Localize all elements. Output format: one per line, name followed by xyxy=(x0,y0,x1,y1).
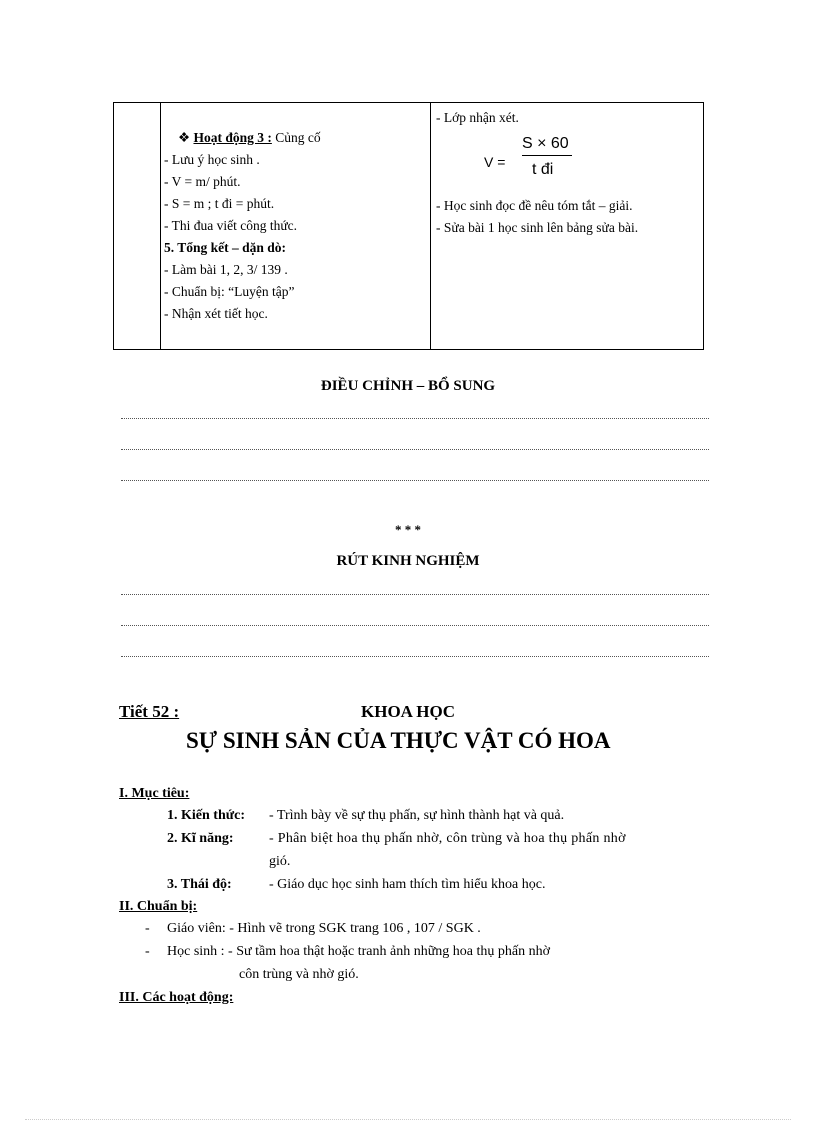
diamond-bullet-icon: ❖ xyxy=(178,130,191,145)
table-divider xyxy=(430,103,431,349)
list-item: - Học sinh đọc đề nêu tóm tắt – giải. xyxy=(436,198,633,213)
dotted-line xyxy=(121,592,709,595)
list-item: - Lưu ý học sinh . xyxy=(164,152,260,167)
list-item: - Nhận xét tiết học. xyxy=(164,306,268,321)
activity3-label: Hoạt động 3 : xyxy=(193,130,272,145)
preparation-heading: II. Chuẩn bị: xyxy=(119,899,198,914)
bullet-dash: - xyxy=(145,944,150,959)
objectives-heading: I. Mục tiêu: xyxy=(119,786,190,801)
lesson-subject: KHOA HỌC xyxy=(361,702,455,721)
adjust-title: ĐIỀU CHỈNH – BỔ SUNG xyxy=(320,378,496,394)
experience-title: RÚT KINH NGHIỆM xyxy=(336,553,480,569)
formula-denominator: t đi xyxy=(532,161,554,178)
activity3-text: Củng cố xyxy=(271,130,321,145)
activities-heading: III. Các hoạt động: xyxy=(119,990,234,1005)
dotted-line xyxy=(121,416,709,419)
velocity-formula xyxy=(436,133,701,195)
list-item: - Lớp nhận xét. xyxy=(436,110,519,125)
skill-text-cont: gió. xyxy=(269,854,291,869)
list-item: - Làm bài 1, 2, 3/ 139 . xyxy=(164,262,288,277)
student-prep-cont: côn trùng và nhờ gió. xyxy=(239,967,359,982)
formula-numerator: S × 60 xyxy=(522,135,569,152)
bullet-dash: - xyxy=(145,921,150,936)
attitude-label: 3. Thái độ: xyxy=(167,877,232,892)
formula-v: V = xyxy=(484,154,506,170)
student-prep: Học sinh : - Sư tầm hoa thật hoặc tranh ảnh những hoa thụ phấn nhờ xyxy=(167,944,551,959)
teacher-activity-column xyxy=(164,127,424,325)
fraction-bar xyxy=(522,155,572,156)
lesson-number: Tiết 52 : xyxy=(119,702,180,721)
list-item: - Thi đua viết công thức. xyxy=(164,218,298,233)
activity3-line xyxy=(164,127,424,149)
dotted-line xyxy=(121,623,709,626)
dotted-line xyxy=(121,447,709,450)
list-item: - Chuẩn bị: “Luyện tập” xyxy=(164,284,295,299)
dotted-line xyxy=(121,478,709,481)
student-activity-column xyxy=(436,107,701,239)
separator: * * * xyxy=(395,522,421,537)
skill-label: 2. Kĩ năng: xyxy=(167,831,234,846)
table-divider xyxy=(160,103,161,349)
page-footer-line xyxy=(25,1117,791,1120)
list-item: - V = m/ phút. xyxy=(164,174,241,189)
knowledge-text: - Trình bày về sự thụ phấn, sự hình thành hạt và quả. xyxy=(269,808,565,823)
lesson-title: SỰ SINH SẢN CỦA THỰC VẬT CÓ HOA xyxy=(186,728,611,753)
attitude-text: - Giáo dục học sinh ham thích tìm hiểu khoa học. xyxy=(269,877,546,892)
lesson-table xyxy=(113,102,704,350)
dotted-line xyxy=(121,654,709,657)
skill-text: - Phân biệt hoa thụ phấn nhờ, côn trùng và hoa thụ phấn nhờ xyxy=(269,831,626,846)
teacher-prep: Giáo viên: - Hình vẽ trong SGK trang 106 , 107 / SGK . xyxy=(167,921,481,936)
section5-heading: 5. Tổng kết – dặn dò: xyxy=(164,240,287,255)
knowledge-label: 1. Kiến thức: xyxy=(167,808,246,823)
list-item: - Sửa bài 1 học sinh lên bảng sửa bài. xyxy=(436,220,639,235)
list-item: - S = m ; t đi = phút. xyxy=(164,196,275,211)
